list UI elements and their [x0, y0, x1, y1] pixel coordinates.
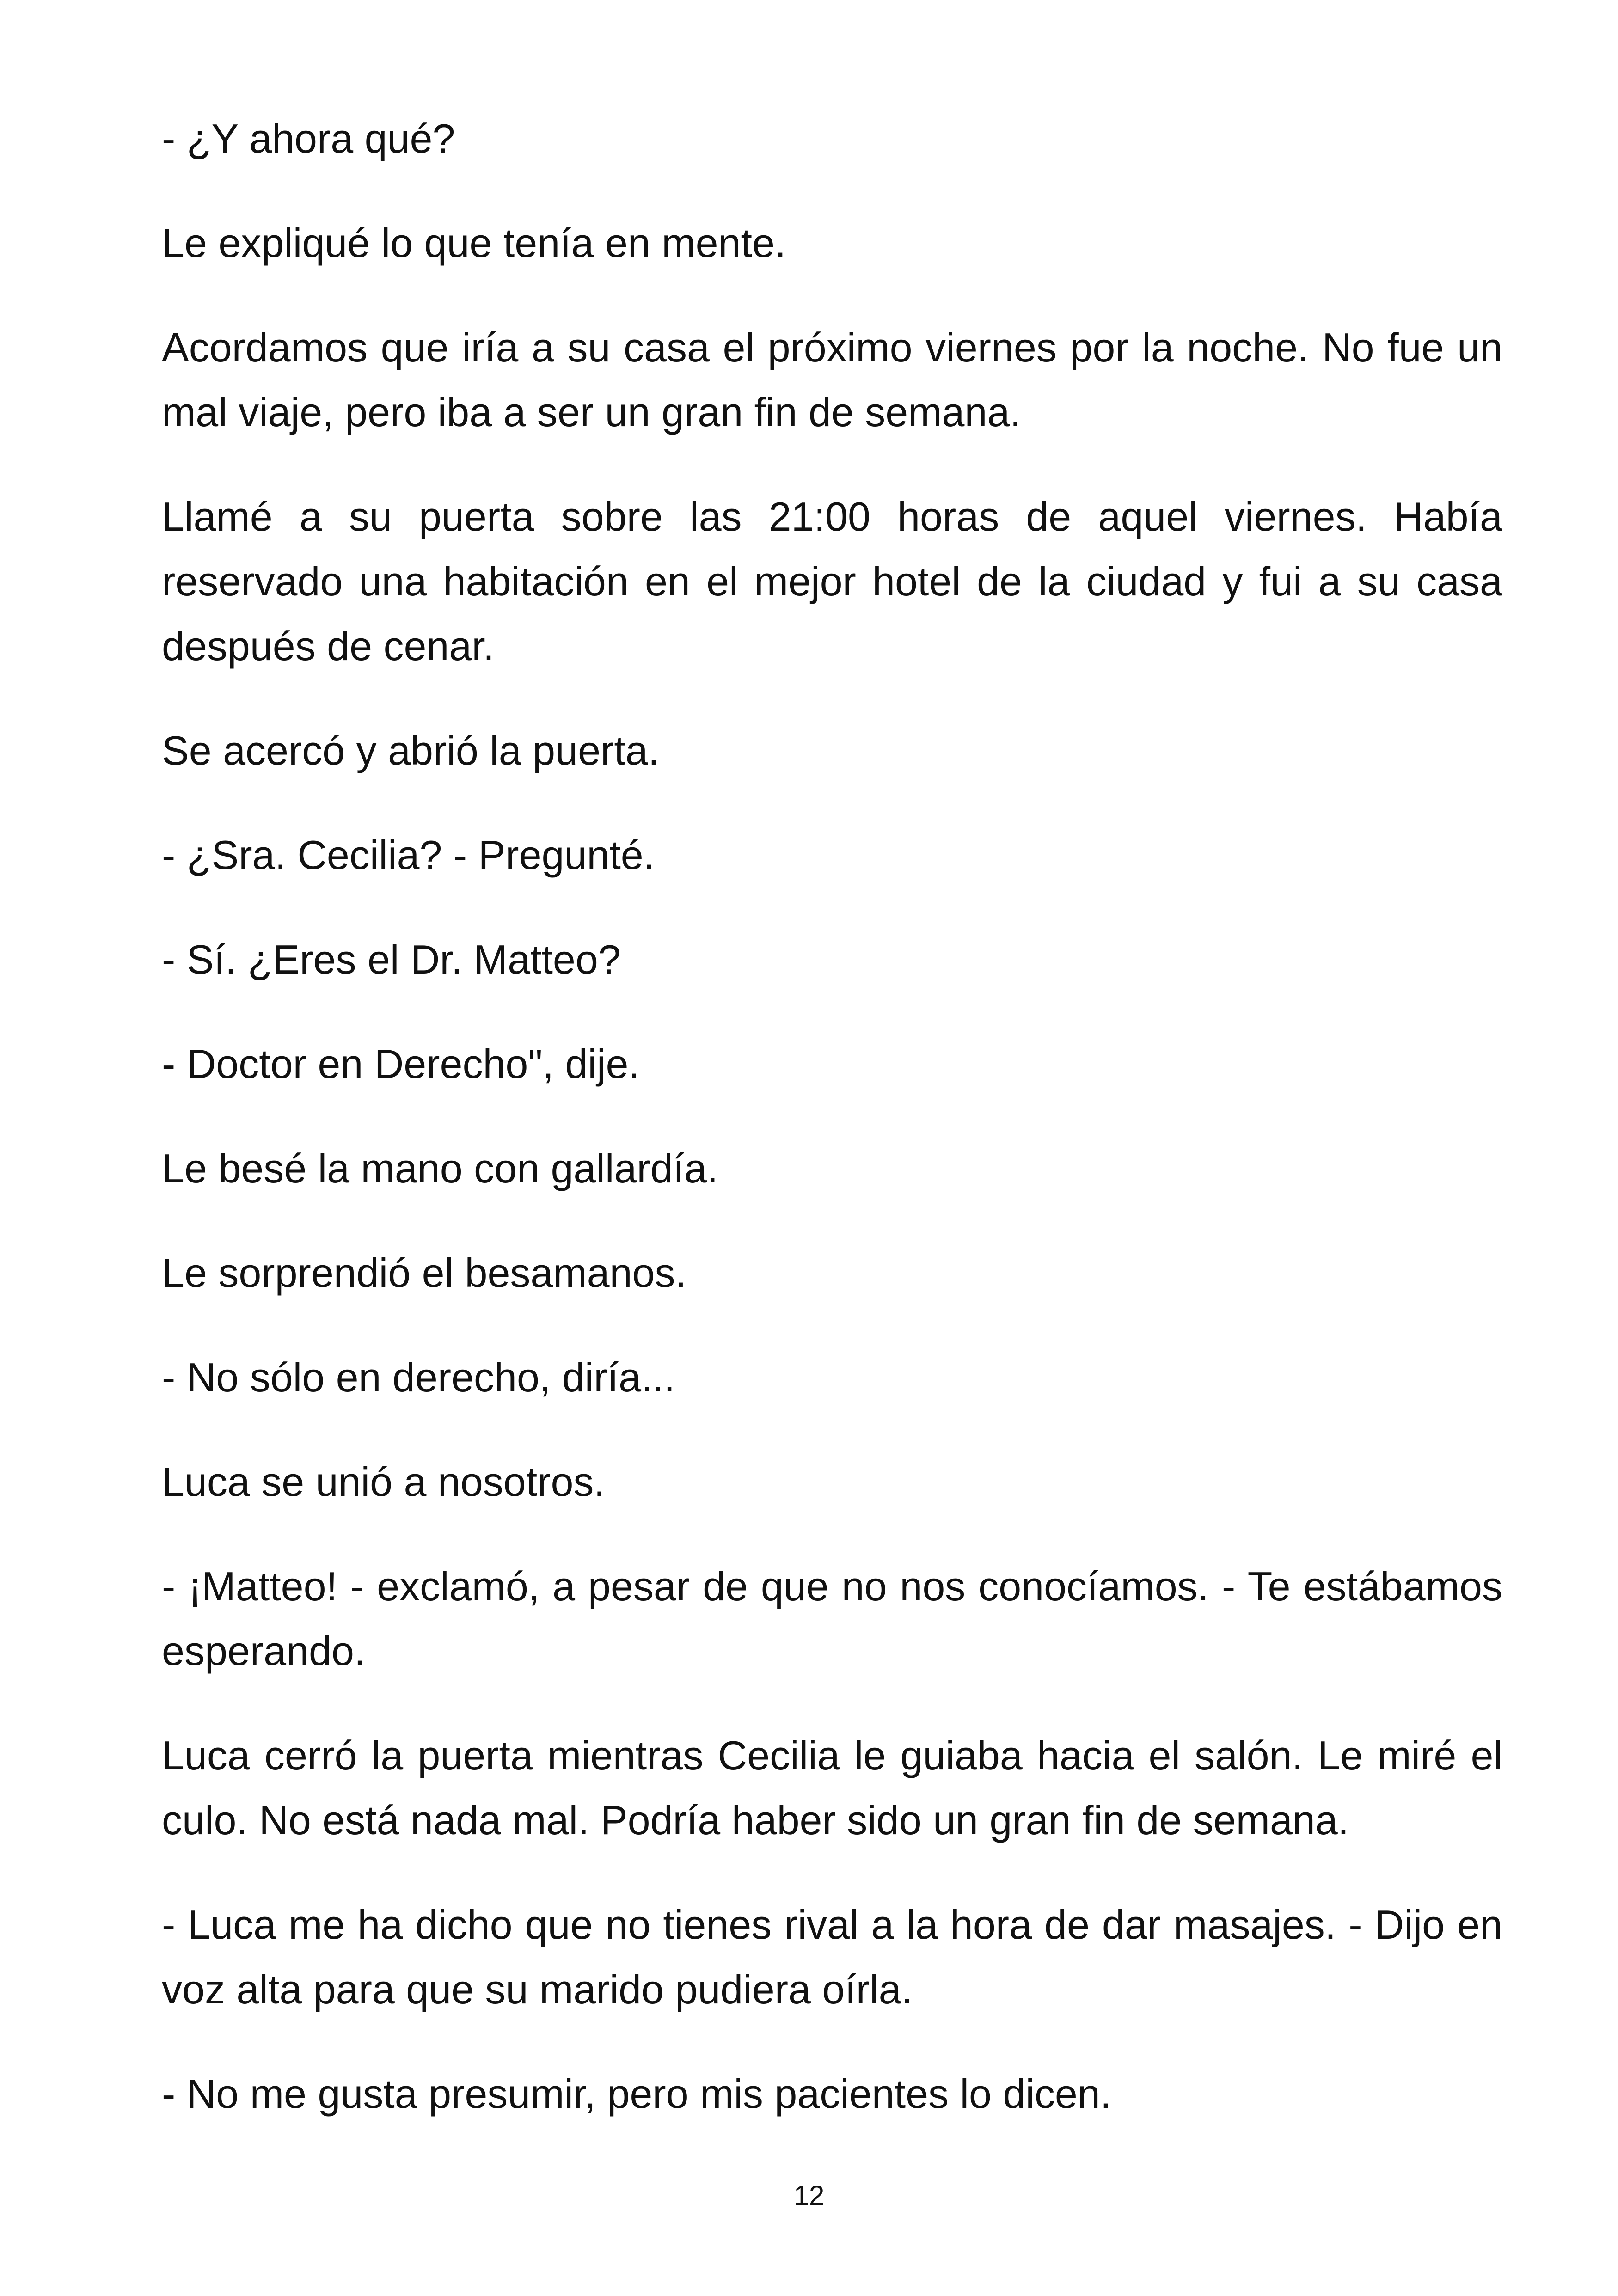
- paragraph: Le expliqué lo que tenía en mente.: [162, 220, 786, 266]
- paragraph: - No me gusta presumir, pero mis pacientes lo dicen.: [162, 2071, 1112, 2117]
- body-text: [162, 106, 1502, 2166]
- paragraph: - No sólo en derecho, diría...: [162, 1354, 675, 1400]
- paragraph: Luca se unió a nosotros.: [162, 1459, 605, 1505]
- paragraph: - Doctor en Derecho", dije.: [162, 1041, 640, 1087]
- paragraph: Le besé la mano con gallardía.: [162, 1145, 718, 1191]
- page-number: 12: [793, 2180, 825, 2211]
- paragraph: - ¿Sra. Cecilia? - Pregunté.: [162, 832, 655, 878]
- paragraph: Se acercó y abrió la puerta.: [162, 728, 660, 773]
- paragraph: - Sí. ¿Eres el Dr. Matteo?: [162, 937, 621, 982]
- paragraph: - ¿Y ahora qué?: [162, 116, 455, 161]
- paragraph: - ¡Matteo! - exclamó, a pesar de que no nos conocíamos. - Te estábamos esperando.: [162, 1563, 1502, 1674]
- paragraph: Le sorprendió el besamanos.: [162, 1250, 686, 1296]
- paragraph: - Luca me ha dicho que no tienes rival a la hora de dar masajes. - Dijo en voz alta para que su marido pudiera oírla.: [162, 1902, 1502, 2012]
- paragraph: Acordamos que iría a su casa el próximo viernes por la noche. No fue un mal viaje, pero iba a ser un gran fin de semana.: [162, 325, 1502, 435]
- paragraph: Luca cerró la puerta mientras Cecilia le guiaba hacia el salón. Le miré el culo. No está nada mal. Podría haber sido un gran fin de semana.: [162, 1733, 1502, 1843]
- paragraph: Llamé a su puerta sobre las 21:00 horas de aquel viernes. Había reservado una habitación en el mejor hotel de la ciudad y fui a su casa después de cenar.: [162, 494, 1502, 669]
